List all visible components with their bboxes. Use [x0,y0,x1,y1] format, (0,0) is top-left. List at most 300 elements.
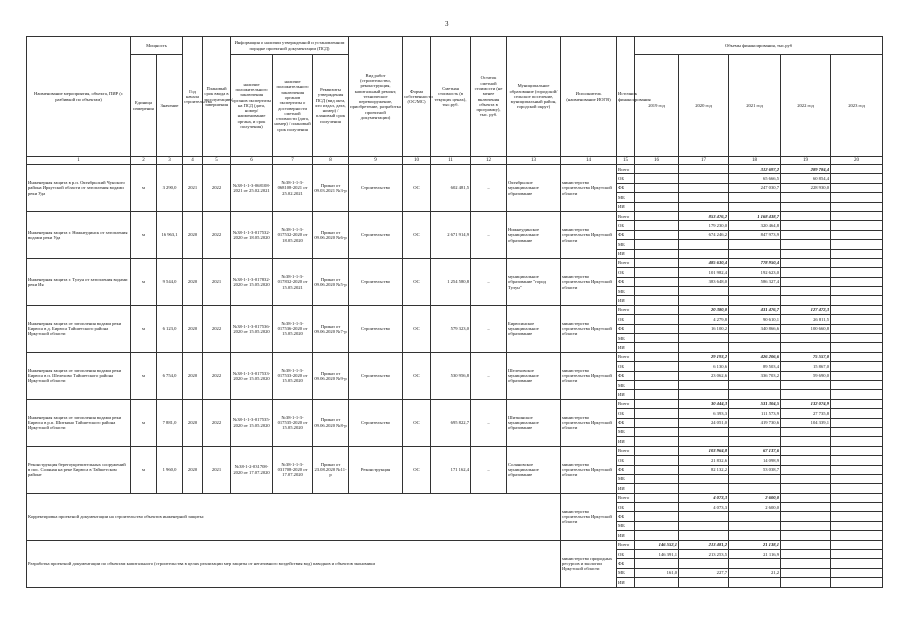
hdr-year-2020: 2020 год [679,55,729,157]
project-executor: министерство строительства Иркутской области [561,446,617,493]
funding-value [831,465,883,474]
funding-value [729,521,781,530]
table-row [27,165,883,174]
funding-value [729,287,781,296]
source-label: МБ [617,521,635,530]
funding-value [635,193,679,202]
column-number: 3 [157,157,183,165]
funding-value [635,362,679,371]
funding-value: 531 304,5 [729,399,781,408]
funding-value [679,334,729,343]
project-executor: министерство строительства Иркутской области [561,399,617,446]
hdr-value: Значение [157,55,183,157]
funding-value [635,521,679,530]
funding-value [781,334,831,343]
funding-value [831,324,883,333]
funding-value [781,493,831,502]
funding-value [831,315,883,324]
project-end-year: 2021 [203,446,231,493]
source-label: Всего [617,540,635,549]
funding-value: 59 690,0 [781,371,831,380]
source-label: ФБ [617,230,635,239]
funding-value: 247 030,7 [729,183,781,192]
project-remaining: – [471,165,507,212]
funding-value [831,380,883,389]
funding-value: 21,2 [729,568,781,577]
column-number: 12 [471,157,507,165]
funding-value [679,578,729,587]
funding-value: 674 246,2 [679,230,729,239]
project-start-year: 2020 [183,352,203,399]
project-expertise: №38-1-1-3-017532-2020 от 18.05.2020 [231,211,273,258]
project-municipality: муниципальное образование "город Тулун" [507,258,561,305]
project-remaining: – [471,352,507,399]
source-label: МБ [617,287,635,296]
funding-value [729,390,781,399]
project-start-year: 2020 [183,399,203,446]
project-name: Инженерная защита от затопления водами реки Бирюса в п. Шелехово Тайшетского района Иркутской области [27,352,131,399]
funding-value: 132 074,9 [781,399,831,408]
source-label: Всего [617,211,635,220]
project-expertise: №38-1-1-3-068108-2021 от 25.02.2021 [231,165,273,212]
funding-value [781,296,831,305]
table-row [27,211,883,220]
source-label: ОБ [617,362,635,371]
project-expertise: №38-1-1-3-017536-2020 от 15.05.2020 [231,305,273,352]
funding-value [635,380,679,389]
funding-value: 847 973,9 [729,230,781,239]
source-label: ОБ [617,456,635,465]
project-start-year: 2020 [183,305,203,352]
funding-value: 67 137,6 [729,446,781,455]
funding-value: 111 573,9 [729,409,781,418]
project-start-year: 2020 [183,258,203,305]
project-ownership: ОС [403,305,431,352]
funding-value [781,484,831,493]
funding-value [635,474,679,483]
column-number: 15 [617,157,635,165]
funding-value: 6 130,6 [679,362,729,371]
funding-value [781,193,831,202]
project-expertise: №38-1-1-3-017533-2020 от 15.05.2020 [231,352,273,399]
funding-value [635,531,679,540]
project-municipality: Октябрьское муниципальное образование [507,165,561,212]
funding-value [679,240,729,249]
funding-value [781,521,831,530]
funding-value [831,165,883,174]
funding-value: 26 811,5 [781,315,831,324]
funding-value [729,559,781,568]
funding-value [781,268,831,277]
funding-value: 27 735,8 [781,409,831,418]
funding-value [635,174,679,183]
funding-value [729,193,781,202]
source-label: ФБ [617,371,635,380]
project-capacity: 6 123,0 [157,305,183,352]
project-municipality: Бирюсинское муниципальное образование [507,305,561,352]
funding-value: 21 138,1 [729,540,781,549]
source-label: ИИ [617,531,635,540]
funding-value [635,409,679,418]
column-number: 6 [231,157,273,165]
funding-value: 161,0 [635,568,679,577]
funding-value [781,380,831,389]
table-row [27,305,883,314]
column-number: 7 [273,157,313,165]
funding-value: 100 660,8 [781,324,831,333]
funding-value: 853 476,2 [679,211,729,220]
project-remaining: – [471,305,507,352]
funding-value [679,202,729,211]
funding-value [831,399,883,408]
funding-value: 340 866,6 [729,324,781,333]
source-label: МБ [617,193,635,202]
project-est-cost: 171 162,4 [431,446,471,493]
source-label: ИИ [617,202,635,211]
funding-value [831,305,883,314]
funding-value [781,559,831,568]
funding-value [781,277,831,286]
hdr-remaining: Остаток сметной стоимости (не менее включения объекта в программу), тыс. руб. [471,37,507,157]
funding-value: 65 666,5 [729,174,781,183]
funding-value: 485 630,4 [679,258,729,267]
funding-value [635,437,679,446]
funding-value: 30 444,3 [679,399,729,408]
hdr-funding: Объемы финансирования, тыс.руб [635,37,883,55]
funding-value [781,211,831,220]
project-start-year: 2020 [183,211,203,258]
source-label: МБ [617,568,635,577]
project-ownership: ОС [403,399,431,446]
column-number: 4 [183,157,203,165]
funding-value [679,474,729,483]
funding-value [679,193,729,202]
funding-value [679,427,729,436]
source-label: Всего [617,493,635,502]
funding-value: 29 193,2 [679,352,729,361]
project-work-type: Строительство [349,258,403,305]
funding-value: 15 867,0 [781,362,831,371]
funding-value [831,568,883,577]
hdr-year-2019: 2019 год [635,55,679,157]
source-label: ИИ [617,343,635,352]
hdr-year-2021: 2021 год [729,55,781,157]
hdr-psd-info: Информация о наличии утвержденной и установленном порядке проектной документации (ПСД) [231,37,349,55]
hdr-ownership: Форма собственности (ОС/МС) [403,37,431,157]
funding-value [729,249,781,258]
source-label: ОБ [617,221,635,230]
hdr-unit: Единица измерения [131,55,157,157]
funding-value [781,427,831,436]
funding-value [635,296,679,305]
source-label: Всего [617,165,635,174]
funding-value [679,296,729,305]
column-number: 5 [203,157,231,165]
project-cost-expertise: №38-1-1-3-031708-2020 от 17.07.2020 [273,446,313,493]
project-approval: Приказ от 09.06.2020 №9-р [313,352,349,399]
project-municipality: Нижнеудинское муниципальное образование [507,211,561,258]
project-ownership: ОС [403,258,431,305]
funding-value [635,578,679,587]
project-cost-expertise: №38-1-1-3-017832-2020 от 15.05.2021 [273,258,313,305]
source-label: Всего [617,399,635,408]
project-approval: Приказ от 09.06.2020 №5-р [313,258,349,305]
funding-value [635,343,679,352]
source-label: ИИ [617,484,635,493]
project-ownership: ОС [403,446,431,493]
funding-value [781,531,831,540]
project-name: Инженерная защита от затопления водами реки Бирюса в д. Бирюса Тайшетского района Иркутской области [27,305,131,352]
project-est-cost: 579 323,0 [431,305,471,352]
project-approval: Приказ от 09.06.2020 №7-р [313,305,349,352]
funding-value: 60 854,4 [781,174,831,183]
hdr-end-year: Плановый срок ввода в эксплуатацию/завершения [203,37,231,157]
funding-value [831,221,883,230]
funding-value: 14 098,9 [729,456,781,465]
column-number: 9 [349,157,403,165]
funding-value [781,221,831,230]
funding-value [831,418,883,427]
column-number: 20 [831,157,883,165]
project-cost-expertise: №38-1-1-3-017533-2020 от 15.05.2020 [273,352,313,399]
funding-value [729,240,781,249]
column-number: 16 [635,157,679,165]
funding-value [635,230,679,239]
funding-value [781,465,831,474]
funding-value [729,578,781,587]
funding-value [635,315,679,324]
funding-value [729,512,781,521]
funding-value [729,427,781,436]
project-end-year: 2022 [203,399,231,446]
project-expertise: №38-1-2-031708-2020 от 17.07.2020 [231,446,273,493]
column-number: 19 [781,157,831,165]
project-unit: м [131,399,157,446]
source-label: ОБ [617,503,635,512]
funding-value: 90 610,1 [729,315,781,324]
project-work-type: Строительство [349,399,403,446]
funding-value: 4 279,8 [679,315,729,324]
funding-value [729,296,781,305]
funding-value [831,409,883,418]
project-end-year: 2022 [203,352,231,399]
funding-value [831,512,883,521]
project-est-cost: 1 254 580,8 [431,258,471,305]
funding-value [831,503,883,512]
source-label: ФБ [617,465,635,474]
project-cost-expertise: №38-1-1-3-017535-2020 от 15.05.2020 [273,399,313,446]
funding-value [729,474,781,483]
funding-value [679,437,729,446]
funding-value [831,352,883,361]
funding-value [679,343,729,352]
funding-value [831,437,883,446]
funding-value: 6 393,3 [679,409,729,418]
source-label: ФБ [617,277,635,286]
funding-value: 336 703,2 [729,371,781,380]
funding-value [831,258,883,267]
funding-value: 426 206,6 [729,352,781,361]
funding-value [679,390,729,399]
funding-value [635,240,679,249]
funding-value [729,531,781,540]
funding-value [729,437,781,446]
funding-value [781,230,831,239]
funding-value [831,362,883,371]
funding-value [781,249,831,258]
funding-value [831,550,883,559]
project-name: Инженерная защита от затопления водами реки Бирюса в р.п. Шиткино Тайшетского района Иркутской области [27,399,131,446]
funding-value [831,390,883,399]
project-work-type: Строительство [349,165,403,212]
funding-value [729,380,781,389]
source-label: МБ [617,474,635,483]
project-unit: м [131,446,157,493]
hdr-start-year: Год начала строительства [183,37,203,157]
project-remaining: – [471,399,507,446]
column-number: 14 [561,157,617,165]
funding-value [781,343,831,352]
funding-value [831,193,883,202]
funding-value [679,249,729,258]
funding-value [781,390,831,399]
funding-value [831,174,883,183]
funding-value [635,352,679,361]
table-row [27,352,883,361]
source-label: МБ [617,380,635,389]
project-unit: м [131,305,157,352]
source-label: Всего [617,258,635,267]
funding-value [831,202,883,211]
funding-value: 312 697,2 [729,165,781,174]
project-est-cost: 2 671 914,9 [431,211,471,258]
funding-value [635,334,679,343]
project-municipality: Шиткинское муниципальное образование [507,399,561,446]
project-cost-expertise: №38-1-1-3-017536-2020 от 15.05.2020 [273,305,313,352]
funding-value [679,287,729,296]
funding-value [831,287,883,296]
source-label: Всего [617,446,635,455]
funding-value [635,512,679,521]
funding-value [831,240,883,249]
column-number: 11 [431,157,471,165]
project-cost-expertise: №38-1-1-3-068108-2021 от 25.02.2021 [273,165,313,212]
summary-executor: министерство строительства Иркутской области [561,493,617,540]
funding-value: 419 730,6 [729,418,781,427]
project-name: Инженерная защита в р.п. Октябрьский Чунского района Иркутской области от затопления водами реки Уда [27,165,131,212]
hdr-capacity: Мощность [131,37,183,55]
column-number: 10 [403,157,431,165]
funding-value: 20 380,0 [679,305,729,314]
project-cost-expertise: №38-1-1-3-017532-2020 от 18.05.2020 [273,211,313,258]
funding-value [831,493,883,502]
source-label: МБ [617,240,635,249]
funding-value [635,211,679,220]
hdr-municipality: Муниципальное образование (городской/сельское поселение, муниципальный район, городской округ) [507,37,561,157]
project-remaining: – [471,211,507,258]
project-remaining: – [471,446,507,493]
funding-value [635,559,679,568]
funding-value [679,559,729,568]
funding-value: 53 038,7 [729,465,781,474]
funding-value [831,531,883,540]
funding-value [635,221,679,230]
funding-value [781,446,831,455]
source-label: ОБ [617,315,635,324]
funding-value [635,418,679,427]
project-ownership: ОС [403,211,431,258]
table-row [27,540,883,549]
table-row [27,399,883,408]
hdr-year-2022: 2022 год [781,55,831,157]
page-number: 3 [445,20,449,28]
funding-value [635,165,679,174]
funding-value: 192 623,0 [729,268,781,277]
column-number: 18 [729,157,781,165]
funding-value: 103 964,8 [679,446,729,455]
funding-value [679,165,729,174]
funding-value [781,287,831,296]
funding-value: 89 503,4 [729,362,781,371]
funding-value: 2 600,0 [729,503,781,512]
project-est-cost: 530 956,8 [431,352,471,399]
project-end-year: 2022 [203,305,231,352]
project-approval: Приказ от 09.03.2021 №3-р [313,165,349,212]
column-number: 17 [679,157,729,165]
funding-value [781,568,831,577]
summary-name: Разработка проектной документации по объектам капитального (строительства в целях реализации мер защиты от негативного воздействия вод) паводков и объектов экономики [27,540,561,587]
funding-value [635,268,679,277]
funding-value [781,474,831,483]
project-expertise: №38-1-1-3-017535-2020 от 15.05.2020 [231,399,273,446]
source-label: ФБ [617,418,635,427]
funding-value: 101 982,4 [679,268,729,277]
source-label: ИИ [617,390,635,399]
funding-value [635,503,679,512]
funding-value [831,559,883,568]
funding-value [831,456,883,465]
project-approval: Приказ от 09.06.2020 №6-р [313,211,349,258]
column-numbers-row [27,157,883,165]
summary-name: Корректировка проектной документации на строительство объектов инженерной защиты: [27,493,561,540]
funding-value [679,484,729,493]
hdr-expertise: наличие положительного заключения органов экспертизы на ПСД (дата, номер/наименование органа, и срок получения) [231,55,273,157]
funding-value [635,371,679,380]
project-executor: министерство строительства Иркутской области [561,352,617,399]
funding-value [831,343,883,352]
project-end-year: 2022 [203,165,231,212]
funding-value: 75 557,0 [781,352,831,361]
funding-value: 213 481,2 [679,540,729,549]
hdr-executor: Исполнитель (наименование ИОГВ) [561,37,617,157]
funding-value: 24 051,0 [679,418,729,427]
funding-value [831,521,883,530]
column-number: 1 [27,157,131,165]
hdr-approval: Реквизиты утверждения ПСД (вид акта, кто издал, дата, номер) / плановый срок получения [313,55,349,157]
project-end-year: 2021 [203,258,231,305]
funding-value [831,268,883,277]
funding-value [831,427,883,436]
funding-value: 289 784,4 [781,165,831,174]
column-number: 13 [507,157,561,165]
hdr-work-type: Вид работ (строительство, реконструкция, капитальный ремонт, техническое перевооружение, приобретение, разработка проектной документации) [349,37,403,157]
source-label: ИИ [617,296,635,305]
project-name: Инженерная защита г. Тулун от затопления водами реки Ия [27,258,131,305]
project-capacity: 7 881,0 [157,399,183,446]
funding-value [781,550,831,559]
project-start-year: 2021 [183,165,203,212]
funding-value: 179 230,0 [679,221,729,230]
